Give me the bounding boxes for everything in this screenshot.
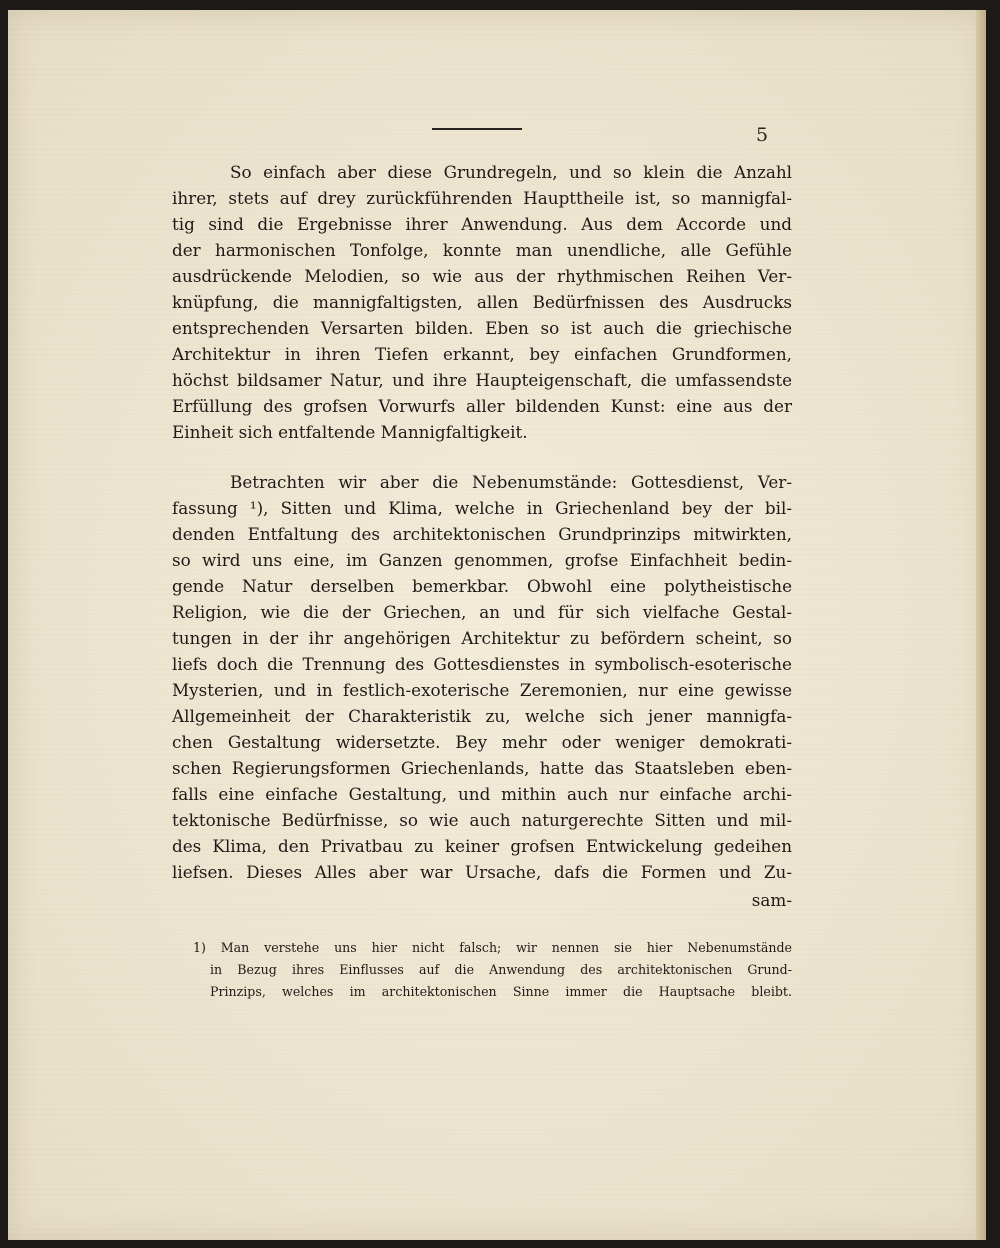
paragraph-2-line: so wird uns eine, im Ganzen genommen, grofse Einfachheit bedin-: [172, 550, 792, 570]
paragraph-1-line: knüpfung, die mannigfaltigsten, allen Bedürfnissen des Ausdrucks: [172, 292, 792, 312]
paragraph-2-line: chen Gestaltung widersetzte. Bey mehr oder weniger demokrati-: [172, 732, 792, 752]
paragraph-1-line: So einfach aber diese Grundregeln, und so klein die Anzahl: [230, 162, 792, 182]
paragraph-2-line: liefs doch die Trennung des Gottesdienstes in symbolisch-esoterische: [172, 654, 792, 674]
footnote-line: Prinzips, welches im architektonischen Sinne immer die Hauptsache bleibt.: [210, 984, 792, 999]
paragraph-2-line: fassung ¹), Sitten und Klima, welche in Griechenland bey der bil-: [172, 498, 792, 518]
paragraph-1-line: Architektur in ihren Tiefen erkannt, bey einfachen Grundformen,: [172, 344, 792, 364]
paragraph-1-line: tig sind die Ergebnisse ihrer Anwendung. Aus dem Accorde und: [172, 214, 792, 234]
paragraph-2-line: denden Entfaltung des architektonischen Grundprinzips mitwirkten,: [172, 524, 792, 544]
paragraph-2-line: des Klima, den Privatbau zu keiner grofsen Entwickelung gedeihen: [172, 836, 792, 856]
paragraph-1-line: Einheit sich entfaltende Mannigfaltigkeit.: [172, 422, 528, 442]
footnote-line: in Bezug ihres Einflusses auf die Anwendung des architektonischen Grund-: [210, 962, 792, 977]
paragraph-2-line: Allgemeinheit der Charakteristik zu, welche sich jener mannigfa-: [172, 706, 792, 726]
paragraph-2-line: tungen in der ihr angehörigen Architektur zu befördern scheint, so: [172, 628, 792, 648]
paragraph-2-line: schen Regierungsformen Griechenlands, hatte das Staatsleben eben-: [172, 758, 792, 778]
paragraph-2-line: Religion, wie die der Griechen, an und für sich vielfache Gestal-: [172, 602, 792, 622]
paragraph-2-line: Betrachten wir aber die Nebenumstände: Gottesdienst, Ver-: [230, 472, 792, 492]
paragraph-1-line: höchst bildsamer Natur, und ihre Haupteigenschaft, die umfassendste: [172, 370, 792, 390]
paragraph-1-line: Erfüllung des grofsen Vorwurfs aller bildenden Kunst: eine aus der: [172, 396, 792, 416]
catchword: sam-: [751, 890, 792, 910]
footnote-line: 1) Man verstehe uns hier nicht falsch; wir nennen sie hier Nebenumstände: [193, 940, 792, 955]
page-number: 5: [756, 124, 769, 146]
paragraph-2-line: liefsen. Dieses Alles aber war Ursache, dafs die Formen und Zu-: [172, 862, 792, 882]
paragraph-2-line: gende Natur derselben bemerkbar. Obwohl eine polytheistische: [172, 576, 792, 596]
paragraph-1-line: ausdrückende Melodien, so wie aus der rhythmischen Reihen Ver-: [172, 266, 792, 286]
paragraph-2-line: Mysterien, und in festlich-exoterische Zeremonien, nur eine gewisse: [172, 680, 792, 700]
header-rule: [432, 128, 522, 130]
paragraph-2-line: tektonische Bedürfnisse, so wie auch naturgerechte Sitten und mil-: [172, 810, 792, 830]
paragraph-2-line: falls eine einfache Gestaltung, und mithin auch nur einfache archi-: [172, 784, 792, 804]
paragraph-1-line: der harmonischen Tonfolge, konnte man unendliche, alle Gefühle: [172, 240, 792, 260]
page-edge: [976, 10, 986, 1240]
paragraph-1-line: entsprechenden Versarten bilden. Eben so ist auch die griechische: [172, 318, 792, 338]
paragraph-1-line: ihrer, stets auf drey zurückführenden Haupttheile ist, so mannigfal-: [172, 188, 792, 208]
